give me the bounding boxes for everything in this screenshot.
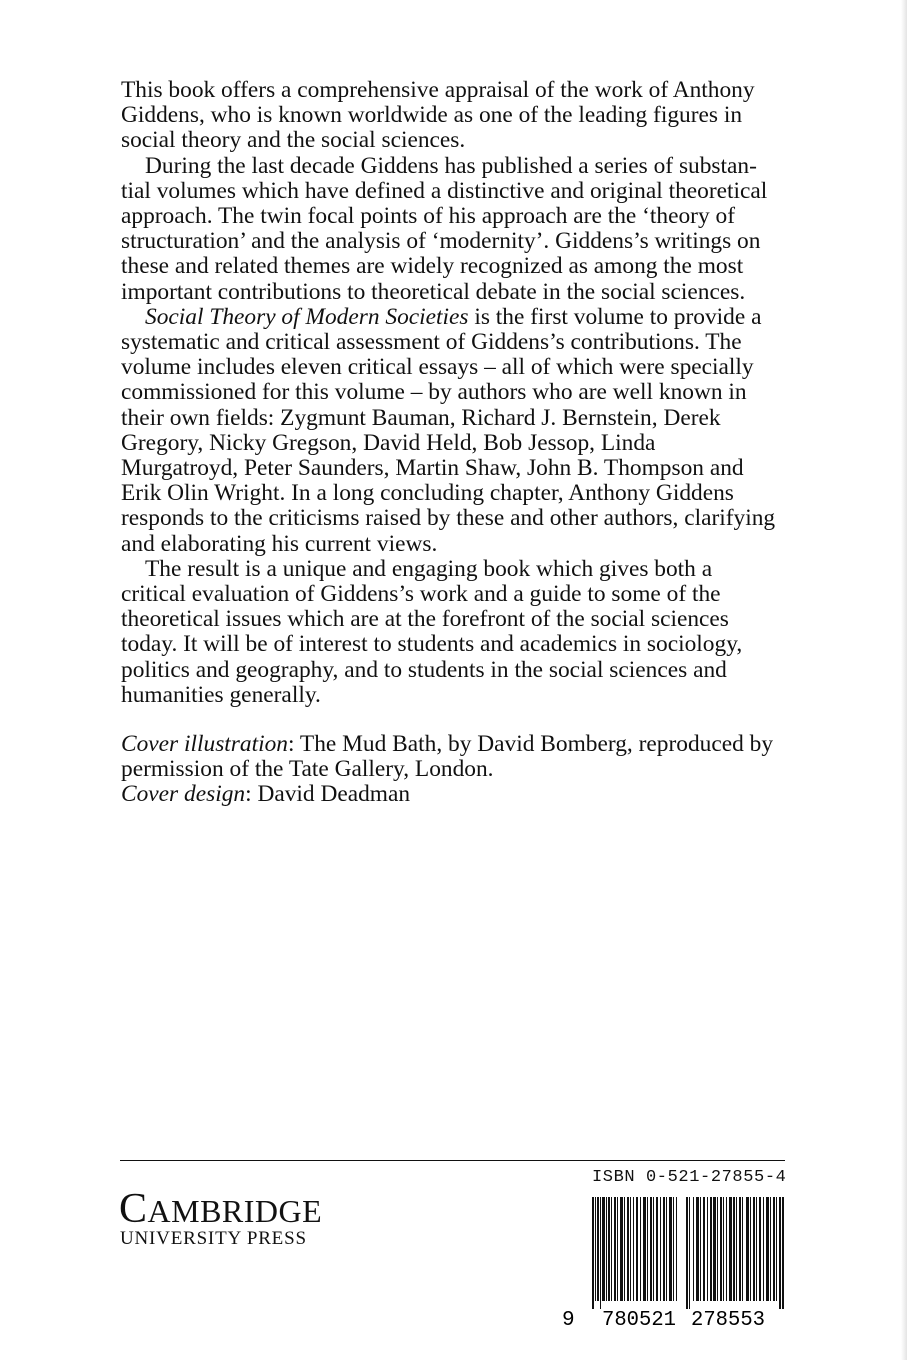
barcode-bar xyxy=(620,1197,623,1301)
barcode-bar xyxy=(689,1197,690,1309)
barcode-bar xyxy=(776,1197,777,1301)
barcode-bar xyxy=(770,1197,771,1301)
barcode-group-1: 780521 xyxy=(602,1309,676,1332)
barcode-bar xyxy=(759,1197,761,1301)
barcode-digits xyxy=(560,1303,790,1333)
barcode-bar xyxy=(736,1197,737,1301)
barcode-bar xyxy=(595,1197,596,1301)
blurb-paragraph-3 xyxy=(121,305,821,557)
barcode-bar xyxy=(663,1197,665,1301)
barcode-bar xyxy=(656,1197,658,1301)
barcode-bar xyxy=(753,1197,755,1301)
blurb-paragraph-4: The result is a unique and engaging book which gives both a critical evaluation of Giddens’s work and a guide to some of the theoretical issues which are at the forefront of the social sciences today. It will be of interest to students and academics in sociology, politics and geography, and to students in the social sciences and humanities generally. xyxy=(121,555,743,708)
barcode-bar xyxy=(650,1197,652,1301)
publisher-subtitle: UNIVERSITY PRESS xyxy=(120,1228,307,1249)
barcode-bar xyxy=(717,1197,718,1301)
barcode-bar xyxy=(608,1197,610,1301)
barcode-lead-digit: 9 xyxy=(562,1309,575,1332)
barcode-bar xyxy=(617,1197,618,1301)
barcode-bar xyxy=(696,1197,699,1301)
barcode-bar xyxy=(707,1197,708,1301)
back-cover-blurb xyxy=(121,78,821,708)
barcode-bar xyxy=(756,1197,757,1301)
publisher-logo xyxy=(119,1186,323,1232)
page-edge-shadow xyxy=(901,0,907,1360)
book-title: Social Theory of Modern Societies xyxy=(145,303,469,330)
cover-design-credit xyxy=(121,782,821,807)
cover-illustration-text: : The Mud Bath, by David Bomberg, reproduced by xyxy=(288,731,774,757)
cover-credits xyxy=(121,732,821,808)
barcode-bar xyxy=(653,1197,654,1301)
barcode-bar xyxy=(713,1197,716,1301)
barcode-bar xyxy=(676,1197,677,1301)
barcode-bar xyxy=(763,1197,764,1301)
barcode-group-2: 278553 xyxy=(691,1309,765,1332)
barcode-bar xyxy=(746,1197,749,1301)
barcode-bar xyxy=(742,1197,743,1301)
cover-illustration-credit-line2: permission of the Tate Gallery, London. xyxy=(121,756,494,783)
blurb-paragraph-2: During the last decade Giddens has published a series of substan- tial volumes which have defined a distinctive and original theoretical approach. The twin focal points of his approach are the ‘theory of structuration’ and the analysis of ‘modernity’. Giddens’s writings on these and related themes are widely recognized as among the most important contributions to theoretical debate in the social sciences. xyxy=(121,152,768,305)
barcode-bar xyxy=(693,1197,694,1301)
blurb-paragraph-1: This book offers a comprehensive appraisal of the work of Anthony Giddens, who is known worldwide as one of the leading figures in social theory and the social sciences. xyxy=(121,77,755,154)
barcode-bar xyxy=(726,1197,727,1301)
barcode-bar xyxy=(660,1197,661,1301)
barcode-bar xyxy=(750,1197,751,1301)
barcode-bar xyxy=(723,1197,724,1301)
barcode-bar xyxy=(673,1197,674,1301)
barcode-bar xyxy=(733,1197,735,1301)
barcode-bar xyxy=(592,1197,594,1309)
barcode-bar xyxy=(779,1197,781,1309)
barcode-bar xyxy=(686,1197,688,1309)
barcode-bar xyxy=(600,1197,601,1309)
barcode-bar xyxy=(710,1197,712,1301)
barcode-bar xyxy=(627,1197,629,1301)
barcode-bar xyxy=(669,1197,672,1301)
barcode-bar xyxy=(729,1197,732,1301)
cover-illustration-credit xyxy=(121,732,821,757)
barcode-bar xyxy=(643,1197,646,1301)
barcode-bar xyxy=(640,1197,641,1301)
cover-design-text: : David Deadman xyxy=(245,781,411,808)
barcode-icon xyxy=(592,1197,784,1309)
barcode-bar xyxy=(773,1197,775,1301)
barcode-bar xyxy=(630,1197,631,1301)
barcode-bar xyxy=(700,1197,701,1301)
cover-illustration-label: Cover illustration xyxy=(121,731,288,757)
barcode-bar xyxy=(739,1197,741,1301)
barcode-bar xyxy=(633,1197,634,1301)
divider-rule xyxy=(120,1160,785,1161)
barcode-bar xyxy=(766,1197,769,1301)
barcode-bar xyxy=(782,1197,784,1309)
barcode-bar xyxy=(602,1197,605,1301)
barcode-bar xyxy=(614,1197,616,1301)
isbn-label: ISBN 0-521-27855-4 xyxy=(592,1168,787,1187)
barcode-bar xyxy=(636,1197,638,1301)
publisher-name-initial: C xyxy=(119,1186,148,1232)
barcode-bar xyxy=(720,1197,722,1301)
barcode-bar xyxy=(611,1197,612,1301)
barcode-bar xyxy=(597,1197,599,1301)
barcode-bar xyxy=(606,1197,607,1301)
publisher-name-rest: AMBRIDGE xyxy=(147,1193,323,1229)
barcode-bar xyxy=(647,1197,648,1301)
barcode-bar xyxy=(703,1197,705,1301)
cover-design-label: Cover design xyxy=(121,781,246,808)
barcode-bar xyxy=(666,1197,667,1301)
blurb-paragraph-3-text: is the first volume to provide a systematic and critical assessment of Giddens’s contributions. The volume includes eleven critical essays – all of which were specially commissioned for this volume – by authors who are well known in their own fields: Zygmunt Bauman, Richard J. Bernstein, Derek Gregory, Nicky Gregson, David Held, Bob Jessop, Linda Murgatroyd, Peter Saunders, Martin Shaw, John B. Thompson and Erik Olin Wright. In a long concluding chapter, Anthony Giddens responds to the criticisms raised by these and other authors, clarifying and elaborating his current views. xyxy=(121,303,776,557)
barcode-bar xyxy=(624,1197,625,1301)
